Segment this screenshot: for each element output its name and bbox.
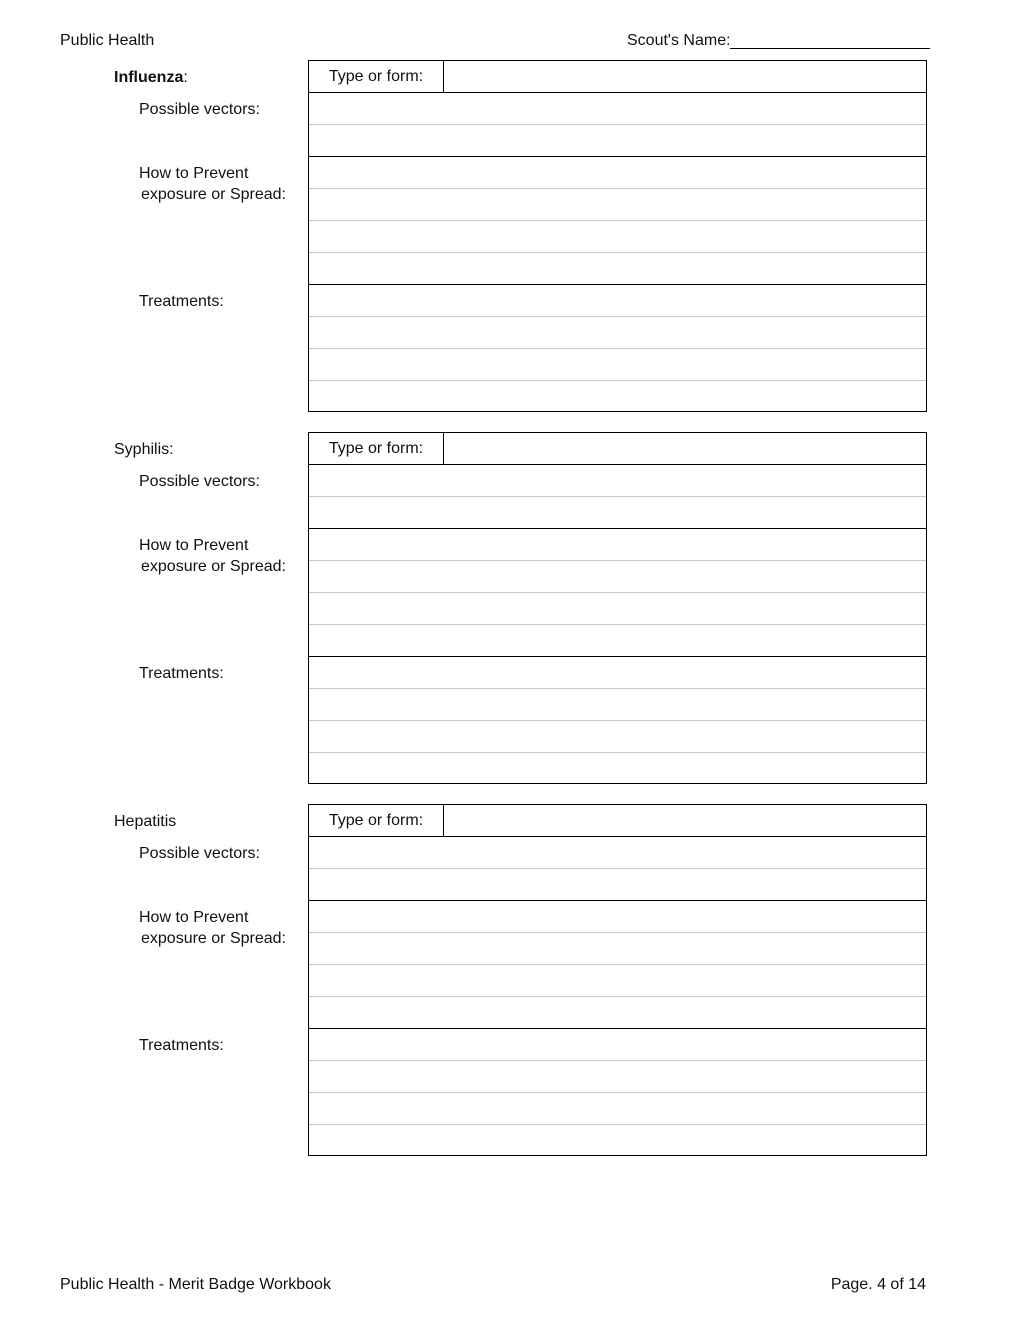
- disease-answer-table: [308, 432, 927, 784]
- vectors-line-1[interactable]: [309, 93, 926, 124]
- prevent-line-1[interactable]: [309, 157, 926, 188]
- treatments-line-3[interactable]: [309, 349, 926, 380]
- disease-answer-table: [308, 60, 927, 412]
- disease-name: Syphilis:: [114, 441, 174, 458]
- treatments-line-3[interactable]: [309, 721, 926, 752]
- treatments-label: Treatments:: [139, 293, 224, 310]
- disease-title: [114, 812, 176, 832]
- possible-vectors-label: Possible vectors:: [139, 101, 260, 118]
- type-or-form-label: Type or form:: [309, 805, 444, 836]
- footer-workbook-title: Public Health - Merit Badge Workbook: [60, 1276, 331, 1293]
- footer-page-number: Page. 4 of 14: [830, 1276, 926, 1293]
- scout-name-label: Scout's Name:: [627, 32, 731, 49]
- treatments-line-2[interactable]: [309, 1061, 926, 1092]
- prevent-label-line2: exposure or Spread:: [141, 930, 286, 947]
- vectors-line-2[interactable]: [309, 497, 926, 528]
- prevent-line-4[interactable]: [309, 997, 926, 1028]
- possible-vectors-label: Possible vectors:: [139, 845, 260, 862]
- treatments-line-2[interactable]: [309, 317, 926, 348]
- prevent-line-2[interactable]: [309, 561, 926, 592]
- vectors-line-2[interactable]: [309, 869, 926, 900]
- disease-title: [114, 440, 174, 460]
- disease-name: Influenza: [114, 69, 184, 86]
- disease-section-syphilis: [0, 432, 1024, 784]
- prevent-label-line2: exposure or Spread:: [141, 558, 286, 575]
- treatments-line-1[interactable]: [309, 285, 926, 316]
- prevent-line-3[interactable]: [309, 965, 926, 996]
- possible-vectors-label: Possible vectors:: [139, 473, 260, 490]
- page-header-title: Public Health: [60, 32, 155, 49]
- scout-name-field[interactable]: [730, 48, 930, 49]
- prevent-line-3[interactable]: [309, 593, 926, 624]
- type-or-form-field[interactable]: [445, 433, 926, 464]
- treatments-line-4[interactable]: [309, 753, 926, 784]
- type-or-form-label: Type or form:: [309, 61, 444, 92]
- prevent-label-line2: exposure or Spread:: [141, 186, 286, 203]
- treatments-line-1[interactable]: [309, 657, 926, 688]
- prevent-line-1[interactable]: [309, 529, 926, 560]
- treatments-line-3[interactable]: [309, 1093, 926, 1124]
- type-or-form-field[interactable]: [445, 61, 926, 92]
- disease-name: Hepatitis: [114, 813, 177, 830]
- treatments-label: Treatments:: [139, 1037, 224, 1054]
- treatments-line-4[interactable]: [309, 381, 926, 412]
- disease-title: Influenza:: [114, 69, 188, 86]
- disease-section-hepatitis: [0, 804, 1024, 1156]
- vectors-line-1[interactable]: [309, 465, 926, 496]
- prevent-line-1[interactable]: [309, 901, 926, 932]
- prevent-line-3[interactable]: [309, 221, 926, 252]
- treatments-label: Treatments:: [139, 665, 224, 682]
- prevent-line-2[interactable]: [309, 189, 926, 220]
- prevent-line-2[interactable]: [309, 933, 926, 964]
- prevent-label-line1: How to Prevent: [139, 537, 249, 554]
- treatments-line-1[interactable]: [309, 1029, 926, 1060]
- prevent-label-line1: How to Prevent: [139, 165, 249, 182]
- type-or-form-field[interactable]: [445, 805, 926, 836]
- vectors-line-2[interactable]: [309, 125, 926, 156]
- disease-answer-table: [308, 804, 927, 1156]
- treatments-line-2[interactable]: [309, 689, 926, 720]
- prevent-label-line1: How to Prevent: [139, 909, 249, 926]
- disease-section-influenza: [0, 60, 1024, 412]
- prevent-line-4[interactable]: [309, 253, 926, 284]
- treatments-line-4[interactable]: [309, 1125, 926, 1156]
- vectors-line-1[interactable]: [309, 837, 926, 868]
- prevent-line-4[interactable]: [309, 625, 926, 656]
- type-or-form-label: Type or form:: [309, 433, 444, 464]
